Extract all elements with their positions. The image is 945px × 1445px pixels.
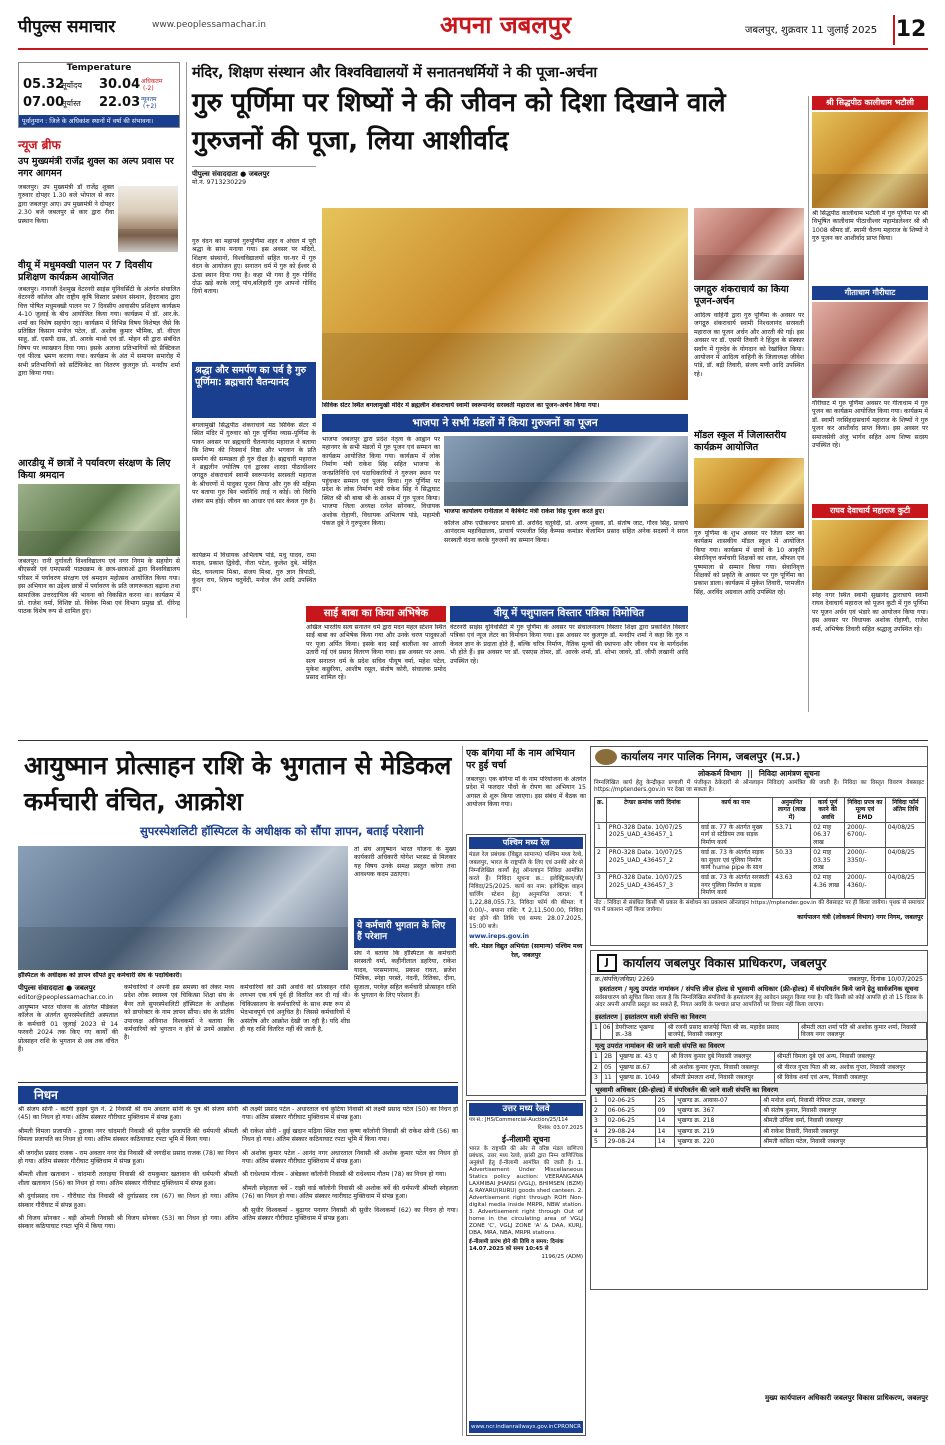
bagiya-body: जबलपुर। एक बगिया माँ के नाम परियोजना के अंतर्गत प्रदेश में फलदार पौधों के रोपण का अभियान 15 अगस्त से शुरू किया जाएगा। इस संबंध में बैठक का आयोजन किया गया।	[466, 776, 586, 809]
obituary-item: श्रीमती स्नेहलता बर्वे - राझी वार्ड कॉलोनी निवासी श्री अशोक बर्वे की धर्मपत्नी श्रीमती स्नेहलता (76) का निधन हो गया। अंतिम संस्कार ग्वारीघाट मुक्तिधाम में संपन्न हुआ।	[242, 1184, 458, 1201]
ayushman-col2: कर्मचारियों ने अपनी इस समस्या को लेकर मध्य प्रदेश लोक स्वास्थ्य एवं चिकित्सा शिक्षा संघ के बैनर तले सुपरस्पेशलिटी हॉस्पिटल के अधीक्षक को डायरेक्टर के नाम ज्ञापन सौंपा। संघ के प्रांतीय उपाध्यक्ष अविनाश विश्वकर्मा ने बताया कि कर्मचारियों को भुगतान न होने से उनमें आक्रोश है।	[124, 984, 234, 1042]
jda-sec1: हस्तांतरण | हस्तांतरण वाली संपत्ति का विवरण	[591, 1011, 927, 1022]
obituary-item: श्री विजय सोनकर - बड़ी ओमती निवासी श्री विजय सोनकर (53) का निधन हो गया। अंतिम संस्कार कठियाघाट रपटा भूमि में किया गया।	[18, 1215, 238, 1231]
kalidham-caption: श्री सिद्धपीठ कालीधाम भटौली में गुरु पूर्णिमा पर श्री विभूषित कालीधाम पीठाधीश्वर महामंडलेश्वर श्री श्री 1008 श्रीमद डॉ. स्वामी चैतन्य महाराज के शिष्यों ने गुरु पूजन कर आशीर्वाद प्राप्त किया।	[812, 210, 928, 243]
ncr-web: www.ncr.indianrailways.gov.in	[471, 1424, 554, 1430]
sunrise-time: 05.32	[23, 77, 65, 92]
jda-date: जबलपुर, दिनांक 10/07/2025	[848, 976, 923, 983]
cell: 2B	[602, 1052, 617, 1062]
lead-byline: पीपुल्स संवाददाता ● जबलपुर	[192, 170, 270, 178]
jda-logo-icon: J	[597, 954, 617, 972]
news-brief-column	[18, 156, 180, 616]
cell: वार्ड क्र. 77 के अंतर्गत मुख्य मार्ग से स्टेडियम तक सड़क निर्माण कार्य	[698, 823, 772, 848]
table-row	[592, 1116, 927, 1126]
kalidham-photo	[812, 112, 928, 208]
tender-table	[594, 797, 926, 899]
col-header: निविदा फॉर्म अंतिम तिथि	[885, 797, 925, 822]
ncr-org: उत्तर मध्य रेलवे	[469, 1103, 583, 1116]
ayushman-box-body: संघ ने बताया कि हॉस्पिटल के कर्मचारी सरस्वती वर्मा, कहीनीलाल डहरिया, राकेश यादव, परसमानाथ, प्रकाश रावत, ब्रजेश मित्रिक, स्नेहा परस्ते, नंदनी, रितिका, दीना, सुजाता, परवेज़ सहित कर्मचारी प्रोत्साहन राशि के भुगतान के लिए परेशान हैं।	[354, 950, 456, 1000]
sunset-label: सूर्यास्त	[61, 99, 81, 108]
cell: श्री मनोज शर्मा, निवासी नेपियर टाउन, जबलपुर	[761, 1095, 927, 1105]
jda-sec2: मृत्यु उपरांत नामांकन की जाने वाली संपत्ति का विवरण	[591, 1040, 927, 1051]
cell: 3	[592, 1116, 606, 1126]
cell: भूखण्ड क्र.67	[616, 1062, 668, 1072]
cell: 3	[592, 1073, 602, 1083]
jda-subtitle: हस्तांतरण / मृत्यु उपरांत नामांकन / संपत्ति लीज होल्ड से भूस्वामी अधिकार (फ्री-होल्ड) में संपरिवर्तन किये जाने हेतु सार्वजनिक सूचना	[599, 985, 919, 994]
brief-headline-3: आरडीयू में छात्रों ने पर्यावरण संरक्षण के लिए किया श्रमदान	[18, 458, 171, 481]
lead-body: गुरु वंदन का महापर्व गुरुपूर्णिमा शहर व अंचल में पूरी श्रद्धा के साथ मनाया गया। इस अवसर पर मंदिरों, शिक्षण संस्थानों, विश्वविद्यालयों सहित घर-घर में गुरु वंदन के आयोजन हुए। सनातन धर्म में गुरु को ईश्वर से ऊंचा स्थान दिया गया है। कहा भी गया है गुरु गोविंद दोऊ खड़े काके लागूं पांय,बलिहारी गुरु आपनो गोविंद दियो बताय।	[192, 238, 316, 296]
table-row	[592, 1137, 927, 1147]
lead-headline: गुरु पूर्णिमा पर शिष्यों ने की जीवन को दिशा दिखाने वाले गुरुजनों की पूजा, लिया आशीर्वाद	[192, 88, 726, 156]
cell: 11	[602, 1073, 617, 1083]
obituary-item: श्री संजय सोनी - कटंगी हाइवे पुल नं. 2 निवासी श्री राम अवतार सोनी के पुत्र श्री संजय सोनी (45) का निधन हो गया। अंतिम संस्कार गौरीघाट मुक्तिधाम में संपन्न हुआ।	[18, 1106, 238, 1122]
cell: श्रीमती विमला दुबे एवं अन्य, निवासी जबलपुर	[774, 1052, 926, 1062]
jagadguru-headline: जगद्गुरु शंकराचार्य का किया पूजन-अर्चन	[694, 284, 789, 307]
lead-mobile: मो.नं. 9713230229	[192, 179, 247, 186]
forecast-strip: पूर्वानुमान : जिले के अधिकांश स्थानों में वर्षा की संभावना।	[19, 115, 180, 128]
sunrise-label: सूर्योदय	[61, 81, 83, 90]
cell: 1	[592, 1095, 606, 1105]
divider	[186, 62, 187, 618]
cell: श्रीमती प्रेमलता शर्मा, निवासी जबलपुर	[669, 1073, 775, 1083]
raghav-headline: राघव देवाचार्य महाराज कुटी	[812, 504, 928, 518]
ncr-notice	[466, 1100, 586, 1436]
jda-notice	[590, 950, 928, 1290]
cell: 02 माह	[813, 849, 832, 857]
section-title: अपना जबलपुर	[440, 11, 572, 39]
temperature-box	[18, 62, 180, 128]
side-tail: कार्यक्रम में विधायक अभिलाष पांडे, मधु यादव, रामा यादव, प्रकाश द्विवेदी, नीता पटेल, कुलेश दुबे, मोहित सेठ, घनश्याम मिश्रा, संजय मिश्रा, गुरु ज्ञान त्रिपाठी, कुंदन राय, शिवम चतुर्वेदी, मनोज जैन आदि उपस्थित हुए।	[192, 552, 316, 593]
table-row	[592, 1095, 927, 1105]
jda-ref: क्र./संपत्ति/जविप्रा/ 2269	[595, 976, 655, 983]
temperature-title: Temperature	[66, 63, 132, 73]
obituary-item: श्री जगदीश प्रसाद राजक - राम अवतार नगर रोड निवासी श्री जगदीश प्रसाद राजक (78) का निधन हो गया। अंतिम संस्कार गौरीघाट मुक्तिधाम में संपन्न हुआ।	[18, 1149, 238, 1166]
cell: श्री राकेश तिवारी, निवासी जबलपुर	[761, 1126, 927, 1136]
ayushman-box-head: ये कर्मचारी भुगतान के लिए हैं परेशान	[354, 918, 456, 948]
portrait-photo	[118, 186, 178, 252]
max-delta: (-2)	[143, 85, 154, 92]
section-rule	[18, 1082, 458, 1083]
cell: 05	[602, 1062, 617, 1072]
ncr-ref: पत्र सं.: JHS/Commercial-Auction/25/114	[469, 1117, 568, 1123]
jda-sec3: भूस्वामी अधिकार (फ्री-होल्ड) में संपरिवर्तन की जाने वाली संपत्ति का विवरण	[591, 1084, 927, 1095]
nagar-nigam-title: कार्यालय नगर पालिक निगम, जबलपुर (म.प्र.)	[621, 750, 801, 763]
vu-headline: वीयू में पशुपालन विस्तार पत्रिका विमोचित	[450, 606, 688, 622]
obituary-item: श्री राधेश्याम गौतम - अंबेडकर कॉलोनी निवासी श्री राधेश्याम गौतम (78) का निधन हो गया।	[242, 1171, 447, 1179]
table-row	[592, 1126, 927, 1136]
model-school-body: गुरु पूर्णिमा के शुभ अवसर पर जिला स्तर का कार्यक्रम शासकीय मॉडल स्कूल में आयोजित किया गया। कार्यक्रम में छात्रों के 10 आकृति सेवानिवृत्त कर्मचारी शिक्षकों का शाल, श्रीफल एवं पुष्पमाला से सम्मान किया गया। सेवानिवृत्त शिक्षकों को प्रकृति के अवसर पर गुरु पूर्णिमा का प्रकाश डाला। कार्यक्रम में मुकेश तिवारी, परमजीत सिंह, अरविंद अग्रवाल आदि उपस्थित रहे।	[694, 530, 804, 596]
cell: 06-06-25	[605, 1106, 655, 1116]
cell: भूखण्ड क्र. 219	[675, 1126, 761, 1136]
cell: श्री अशोक कुमार गुप्ता, निवासी जबलपुर	[669, 1062, 775, 1072]
ncr-footer	[469, 1421, 583, 1433]
brief-body-3: जबलपुर। रानी दुर्गावती विश्वविद्यालय एवं नगर निगम के सहयोग से बीएससी एवं एमएससी पाठ्यक्रम के छात्र-छात्राओं द्वारा विश्वविद्यालय परिसर में पर्यावरण संरक्षण एवं श्रमदान महोत्सव आयोजित किया गया। इस अभियान का उद्देश्य छात्रों में पर्यावरण के प्रति जागरूकता बढ़ाना तथा सामाजिक उत्तरदायित्व की भावना को विकसित करना था। कार्यक्रम में प्रो. राजेश वर्मा, विशिष्ट प्रो. विवेक मिश्रा एवं विभाग प्रमुख डॉ. धीरेन्द्र पाठक विशेष रूप से शामिल हुए।	[18, 558, 180, 616]
obituary-item: श्री लक्ष्मी प्रसाद पटेल - अधारताल चर्च कुटिया निवासी श्री लक्ष्मी प्रसाद पटेल (50) का निधन हो गया। अंतिम संस्कार गौरीघाट मुक्तिधाम में संपन्न हुआ।	[242, 1106, 458, 1122]
cell: 03.35 लाख	[813, 856, 831, 872]
ncr-body: भारत के राष्ट्रपति की ओर से वरिष्ठ मंडल वाणिज्य प्रबंधक, उत्तर मध्य रेलवे, झांसी द्वारा निम्न वाणिज्यिक अनुबंधों हेतु ई-नीलामी आमंत्रित की जाती है। 1. Advertisement Under Miscellaneous Statics policy auction: VEERANGANA LAXMIBAI JHANSI (VGLJ), BHIMSEN (BZM) & RAYARU(RURU) goods shed canteen. 2. Advertisement right through ROH Non-digital media inside MRPR, NBW station. 3. Advertisement right through Out of home in the circulating area of VGLJ ZONE 'C', VGLJ ZONE 'A' & DAA, KURJ, DBA, MRA, NBA, MRPR stations.	[469, 1145, 583, 1236]
cell: भूखण्ड क्र. 220	[675, 1137, 761, 1147]
cell: 2	[592, 1062, 602, 1072]
students-photo	[18, 484, 180, 556]
cell: 5	[592, 1137, 606, 1147]
brand-logo: पीपुल्स समाचार	[18, 17, 116, 37]
ncr-handle: CPRONCR	[553, 1424, 581, 1430]
obituary-col-2	[242, 1106, 458, 1436]
cell: 6700/-	[847, 831, 867, 839]
obituary-item: श्री राकेश सोनी - छुई खदान मढ़िया स्थित राधा कृष्ण कॉलोनी निवासी श्री राकेश सोनी (56) का निधन हो गया। अंतिम संस्कार कठियाघाट रपटा भूमि में किया गया।	[242, 1127, 458, 1144]
cell: भूखण्ड क्र. 43 ए	[616, 1052, 668, 1062]
lead-photo	[322, 208, 688, 400]
cell: श्री नीरज गुप्ता पिता श्री स्व. अशोक गुप्ता, निवासी जबलपुर	[774, 1062, 926, 1072]
ayushman-photo-caption: हॉस्पिटल के अधीक्षक को ज्ञापन सौंपते हुए कर्मचारी संघ के पदाधिकारी।	[18, 972, 348, 980]
table-row	[592, 1022, 927, 1040]
lead-kicker: मंदिर, शिक्षण संस्थान और विश्वविद्यालयों में सनातनधर्मियों ने की पूजा-अर्चना	[192, 65, 598, 81]
brief-body-1: जबलपुर। उप मुख्यमंत्री डॉ राजेंद्र शुक्ल गुरुवार दोपहर 1.30 बजे भोपाल से कार द्वारा जबलपुर आए। उप मुख्यमंत्री ने दोपहर 2.30 बजे जबलपुर से कार द्वारा रीवा प्रस्थान किया।	[18, 184, 114, 225]
jagadguru-photo	[694, 208, 804, 280]
table-row	[592, 1062, 927, 1072]
cell: भूखण्ड क्र. आवास-07	[675, 1095, 761, 1105]
minister-photo	[444, 436, 688, 506]
jda-table-1	[591, 1022, 927, 1041]
col-header: क्र.	[595, 797, 607, 822]
cell: 25	[655, 1095, 675, 1105]
wcr-org: पश्चिम मध्य रेल	[469, 837, 583, 849]
side-head-box	[192, 362, 316, 418]
divider	[808, 96, 809, 712]
side-body: बगलामुखी सिद्धपीठ शंकराचार्य मठ सिविक सेंटर में स्थित मंदिर में गुरुवार को गुरु पूर्णिमा व्यास-पूर्णिमा के पावन अवसर पर ब्रह्मचारी चैतन्यानंद महाराज ने बताया कि शिष्य की निःस्वार्थ निष्ठा और भगवान के प्रति समर्पण की सम्पन्नता ही गुरु दीक्षा है। ब्रह्मचारी महाराज ने ब्रह्मलीन ज्योतिष एवं द्वारका शारदा पीठाधीश्वर जगद्गुरु शंकराचार्य स्वामी स्वरूपानंद सरस्वती महाराज के श्रीचरणों में पादुका पूजन किया और गुरु की महिमा पर बताया गुरु बिन भवनिधि तरई न कोई। जो विरंचि शंकर सम होई। जीवन का आधार एवं सार केवल गुरु है।	[192, 422, 316, 505]
model-school-photo	[694, 458, 804, 528]
cell: श्रीमती उर्मिला वर्मा, निवासी जबलपुर	[761, 1116, 927, 1126]
page-number: 12	[893, 15, 927, 45]
brief-headline-1: उप मुख्यमंत्री राजेंद्र शुक्ल का अल्प प्रवास पर नगर आगमन	[18, 156, 174, 179]
cell: 2	[595, 848, 607, 873]
vu-body: वेटरनरी साइंस यूनिवर्सिटी में गुरु पूर्णिमा के अवसर पर संचालनालय विस्तार शिक्षा द्वारा प्रकाशित विस्तार पत्रिका एवं न्यूज लेटर का विमोचन किया गया। इस अवसर पर कुलगुरु डॉ. मनदीप शर्मा ने कहा कि गुरु न केवल ज्ञान के प्रदाता होते हैं, बल्कि चरित्र निर्माण, नैतिक मूल्यों की स्थापना और जीवन पथ के मार्गदर्शक भी होते हैं। इस अवसर पर डॉ. एसएस तोमर, डॉ. आरके शर्मा, डॉ. शोभा जावरे, डॉ. जीपी लखानी आदि उपस्थित रहे।	[450, 624, 688, 665]
bjp-headline: भाजपा ने सभी मंडलों में किया गुरुजनों का पूजन	[322, 414, 688, 432]
ncr-date-line: ई-नीलामी प्रारंभ होने की तिथि व समय: दिनांक 14.07.2025 को समय 10:45 से	[469, 1238, 564, 1252]
jda-sign: मुख्य कार्यपालन अधिकारी जबलपुर विकास प्राधिकरण, जबलपुर	[764, 1394, 928, 1402]
ayushman-col3: कर्मचारियों को उसी अवधि को प्रोत्साहन राशि लगभग एक वर्ष पूर्व ही वितरित कर दी गई थी। चिकित्सालय के कर्मचारियों के साथ स्पष्ट रूप से भेदभावपूर्ण एवं अनुचित है। जिससे कर्मचारियों में असंतोष और आक्रोश देखी जा रही है। यदि शीघ्र ही यह राशि वितरित नहीं की जाती है,	[240, 984, 350, 1034]
nagar-nigam-notice: कार्यालय नगर पालिक निगम, जबलपुर (म.प्र.) लोककर्म विभाग || निविदा आमंत्रण सूचना निम्नलिखित कार्य हेतु केन्द्रीकृत प्रणाली में पंजीकृत ठेकेदारों से ऑनलाइन निविदाएं आमंत्रित की जाती हैं। निविदा का विस्तृत विवरण वेबसाइट https://mptenders.gov.in पर देखा जा सकता है। क्र. टेण्डर क्रमांक जारी दिनांक कार्य का नाम अनुमानित लागत (लाख में) कार्य पूर्ण करने की अवधि निविदा प्रपत्र का मूल्य एवं EMD निविदा फॉर्म अंतिम तिथि 1 PRO-328 Date. 10/07/25 2025_UAD_436457_1 वार्ड क्र. 77 के अंतर्गत मुख्य मार्ग से स्टेडियम तक सड़क निर्माण कार्य 53.71 02 माह 06.37 लाख 2000/- 6700/- 04/08/25 2 PRO-328 Date. 10/07/25 2025_UAD_436457_2 वार्ड क्र. 73 के अंतर्गत सड़क का सुधार एवं पुलिया निर्माण कार्य hume pipe के साथ 50.33 02 माह 03.35 लाख 2000/- 3350/- 04/08/25 3 PRO-328 Date. 10/07/25 2025_UAD_436457_3 वार्ड क्र. 73 के अंतर्गत सरस्वती नगर पुलिया निर्माण व सड़क निर्माण कार्य 43.63 02 माह 4.36 लाख 2000/- 4360/- 04/08/25 नोट : निविदा से संबंधित किसी भी प्रकार के संशोधन का प्रकाशन ऑनलाइन https://mptender.gov.in की वेबसाइट पर ही किया जायेगा। पृथक से समाचार पत्र में प्रकाशन नहीं किया जायेगा। कार्यपालन यंत्री (लोककर्म विभाग) नगर निगम, जबलपुर	[590, 746, 928, 946]
jagadguru-body: आदित्य वाहिनी द्वारा गुरु पूर्णिमा के अवसर पर जगद्गुरु शंकराचार्य स्वामी निश्चलानंद सरस्वती महाराज का पूजन अर्चन और आरती की गई। इस अवसर पर डॉ. एसपी तिवारी ने हिंदुत्व के संस्कार सर्वांग में गुरुदेव के योगदान को रेखांकित किया। आयोजन में आदित्य वाहिनी के जिलाध्यक्ष जीवेश पांडे, डॉ. बद्री तिवारी, संजय मणी आदि उपस्थित रहे।	[694, 312, 804, 378]
cell: 50.33	[773, 848, 811, 873]
ncr-title: ई-नीलामी सूचना	[502, 1134, 550, 1144]
cell: 4	[592, 1126, 606, 1136]
cell: 1	[595, 823, 607, 848]
ayushman-email: editor@peoplessamachar.co.in	[18, 994, 114, 1001]
table-row	[592, 1073, 927, 1083]
cell: भूखण्ड क्र. 218	[675, 1116, 761, 1126]
min-label: न्यूनतम	[141, 96, 157, 103]
table-row	[595, 873, 926, 898]
ncr-ref2: 1196/25 (ADM)	[541, 1253, 583, 1260]
cell: 14	[655, 1137, 675, 1147]
wcr-notice	[466, 834, 586, 1096]
sai-headline: साईं बाबा का किया अभिषेक	[306, 606, 446, 622]
col-header: अनुमानित लागत (लाख में)	[773, 797, 811, 822]
ayushman-headline: आयुष्मान प्रोत्साहन राशि के भुगतान से मेडिकल कर्मचारी वंचित, आक्रोश	[24, 751, 452, 816]
cell: श्री संतोष कुमार, निवासी जबलपुर	[761, 1106, 927, 1116]
geetadham-photo	[812, 302, 928, 398]
ayushman-deck: सुपरस्पेशलिटी हॉस्पिटल के अधीक्षक को सौंपा ज्ञापन, बताई परेशानी	[140, 824, 424, 838]
obituary-item: श्री सुधीर विश्वकर्मा - बुढ़ागर पनागर निवासी श्री सुधीर विश्वकर्मा (62) का निधन हो गया। अंतिम संस्कार गौरीघाट मुक्तिधाम में संपन्न हुआ।	[242, 1206, 458, 1223]
geetadham-caption: गौरीघाट में गुरु पूर्णिमा अवसर पर गीताधाम में गुरु पूजन का कार्यक्रम आयोजित किया गया। कार्यक्रम में डॉ. स्वामी नरसिंहदासचार्य महाराज के शिष्यों ने गुरु पूजन कर आशीर्वाद प्राप्त किया। इस अवसर पर समाजसेवी अंजु भार्गव सहित अन्य शिष्य सदस्य उपस्थित रहे।	[812, 400, 928, 450]
masthead	[0, 0, 945, 54]
cell: 43.63	[773, 873, 811, 898]
cell: 14	[655, 1116, 675, 1126]
sai-body: अखिल भारतीय सत्य सनातन धर्म द्वारा मदन महल स्टेशन स्थित साईं बाबा का अभिषेक किया गया और उनके चरण पादुकाओं पर पूजा अर्पित किया। इसके बाद साईं बालीशा का आरती उतारी गई एवं प्रसाद वितरण किया गया। इस अवसर पर अध्य. सत्य सनातन धर्म के प्रदेश सचिव पीयूष वर्मा, महेश पटेल, मुकेश कछुरिया, आशीष रसूल, संतोष कोरी, संचालक प्रमोद प्रसाद शामिल रहे।	[306, 624, 446, 682]
nagar-nigam-sign: कार्यपालन यंत्री (लोककर्म विभाग) नगर निगम, जबलपुर	[797, 913, 923, 921]
cell: श्री रजनी प्रसाद बाजपेई पिता श्री स्व. महादेव प्रसाद बाजपेई, निवासी जबलपुर	[665, 1022, 798, 1040]
cell: 09	[655, 1106, 675, 1116]
jda-intro: सर्वसाधारण को सूचित किया जाता है कि निम्नलिखित संपत्तियों के हस्तांतरण हेतु आवेदन प्रस्तुत किया गया है। यदि किसी को कोई आपत्ति हो तो 15 दिवस के अंदर अपनी आपत्ति प्रस्तुत कर सकते हैं, नियत अवधि के पश्चात प्राप्त आपत्तियों पर विचार नहीं किया जाएगा।	[595, 994, 923, 1009]
ayushman-byline: पीपुल्स संवाददाता ● जबलपुर	[18, 984, 96, 992]
cell: 06	[600, 1022, 613, 1040]
col-header: टेण्डर क्रमांक जारी दिनांक	[606, 797, 698, 822]
lead-byline-box	[192, 166, 316, 196]
issue-date: जबलपुर, शुक्रवार 11 जुलाई 2025	[745, 25, 878, 36]
obituary-item: श्री दुर्गाप्रसाद राय - गौरीघाट रोड निवासी श्री दुर्गाप्रसाद राय (67) का निधन हो गया। अंतिम संस्कार गौरीघाट में संपन्न हुआ।	[18, 1193, 238, 1209]
cell: वार्ड क्र. 73 के अंतर्गत सड़क का सुधार एवं पुलिया निर्माण कार्य hume pipe के साथ	[698, 848, 772, 873]
cell: 3	[595, 873, 607, 898]
geetadham-headline: गीताधाम गौरीघाट	[812, 286, 928, 300]
cell: भूखण्ड क्र. 1049	[616, 1073, 668, 1083]
wcr-footer: वरि. मंडल विद्युत अभियंता (सामान्य) पश्चिम मध्य रेल, जबलपुर	[469, 943, 583, 959]
emblem-icon	[595, 749, 617, 765]
cell: 4.36 लाख	[813, 881, 840, 889]
brief-headline-2: वीयू में मधुमक्खी पालन पर 7 दिवसीय प्रशिक्षण कार्यक्रम आयोजित	[18, 260, 152, 283]
cell: 04/08/25	[885, 848, 925, 873]
cell: 14	[655, 1126, 675, 1136]
max-temp: 30.04	[99, 77, 141, 92]
table-row	[592, 1106, 927, 1116]
section-rule	[18, 740, 928, 741]
cell: 02 माह	[813, 824, 832, 832]
obituary-item: श्री अशोक कुमार पटेल - आनंद नगर अधारताल निवासी श्री अशोक कुमार पटेल का निधन हो गया। अंतिम संस्कार गौरीघाट मुक्तिधाम में संपन्न हुआ।	[242, 1149, 458, 1166]
min-delta: (+2)	[143, 103, 157, 110]
cell: 06.37 लाख	[813, 831, 831, 846]
cell: श्री विजय कुमार दुबे निवासी जबलपुर	[669, 1052, 775, 1062]
col-header: निविदा प्रपत्र का मूल्य एवं EMD	[845, 797, 886, 822]
cell: 4360/-	[847, 881, 867, 889]
obituary-col-1	[18, 1106, 238, 1436]
sunset-time: 07.00	[23, 95, 65, 110]
obituary-item: श्रीमती विमला प्रजापति - द्वारका नगर चांदमारी निवासी श्री सुनील प्रजापति की धर्मपत्नी श्रीमती विमला प्रजापति का निधन हो गया। अंतिम संस्कार कठियाघाट रपटा भूमि में किया गया।	[18, 1127, 238, 1144]
site-url: www.peoplessamachar.in	[152, 20, 266, 30]
nagar-nigam-notice-title: निविदा आमंत्रण सूचना	[758, 769, 820, 778]
cell: 02-06-25	[605, 1116, 655, 1126]
cell: 2	[592, 1106, 606, 1116]
nagar-nigam-dept: लोककर्म विभाग	[698, 769, 742, 778]
cell: 29-08-24	[605, 1137, 655, 1147]
table-row	[595, 823, 926, 848]
cell: 1	[592, 1022, 601, 1040]
jda-title: कार्यालय जबलपुर विकास प्राधिकरण, जबलपुर	[623, 956, 827, 970]
cell: 2000/-	[847, 874, 867, 882]
col-header: कार्य का नाम	[698, 797, 772, 822]
cell: वार्ड क्र. 73 के अंतर्गत सरस्वती नगर पुलिया निर्माण व सड़क निर्माण कार्य	[698, 873, 772, 898]
cell: श्री विवेक शर्मा एवं अन्य, निवासी जबलपुर	[774, 1073, 926, 1083]
jda-table-3	[591, 1095, 927, 1148]
cell: PRO-328 Date. 10/07/25 2025_UAD_436457_1	[606, 823, 698, 848]
ayushman-photo	[18, 846, 348, 970]
max-label: अधिकतम	[141, 78, 163, 85]
obituary-item: श्रीमती शीला खतावान - चांदमारी तलाइया निवासी श्री रामकुमार खतावान की धर्मपत्नी श्रीमती शीला खतावान (56) का निधन हो गया। अंतिम संस्कार गौरीघाट मुक्तिधाम में संपन्न हुआ।	[18, 1171, 238, 1187]
divider	[462, 746, 463, 1436]
col-header: कार्य पूर्ण करने की अवधि	[811, 797, 845, 822]
min-temp: 22.03	[99, 95, 141, 110]
college-body: कॉलेज ऑफ एग्रीकल्चर प्राचार्य डॉ. अरविंद चतुर्वेदी, प्रो. अरुण शुक्ला, डॉ. संतोष जाट, गौरव सिंह, प्राचार्य आनंदराम महाविद्यालय, प्राचार्य परमजीत सिंह कैम्पस कमांडर बेंजामिन प्रसाद सहित अनेक सदस्यों ने सरल सरस्वती वंदना करके गुरुजनों का सम्मान किया।	[444, 520, 688, 544]
wcr-body: मंडल रेल प्रबंधक (विद्युत सामान्य) पश्चिम मध्य रेल्वे, जबलपुर, भारत के राष्ट्रपति के लिए एवं उनकी ओर से निम्नलिखित कार्यों हेतु ऑनलाइन निविदा आमंत्रित करते हैं। निविदा सूचना क्र.: इलेक्ट्रिकल/जी/निविदा/25/2025. कार्य का नाम: इलेक्ट्रिक वाहन चार्जिंग स्टेशन हेतु। अनुमानित लागत: ₹ 1,22,88,055.73, निविदा फॉर्म की कीमत: ₹ 0.00/-, बयाना राशि: ₹ 2,11,500.00, निविदा बंद होने की तिथि एवं समय: 28.07.2025, 15:00 बजे।	[469, 852, 583, 930]
bagiya-headline: एक बगिया माँ के नाम अभियान पर हुई चर्चा	[466, 748, 575, 771]
obituary-title: निधन	[18, 1086, 458, 1104]
cell: डेयरीप्लाट भूखण्ड क्र.-38	[613, 1022, 665, 1040]
cell: PRO-328 Date. 10/07/25 2025_UAD_436457_3	[606, 873, 698, 898]
cell: 29-08-24	[605, 1126, 655, 1136]
lead-photo-caption: सिविक सेंटर स्थित बगलामुखी मंदिर में ब्रह्मलीन शंकराचार्य स्वामी स्वरूपानंद सरस्वती महाराज का पूजन-अर्चन किया गया।	[322, 402, 688, 410]
model-school-headline: मॉडल स्कूल में जिलास्तरीय कार्यक्रम आयोजित	[694, 430, 787, 453]
jda-table-2	[591, 1051, 927, 1083]
cell: 02-06-25	[605, 1095, 655, 1105]
ayushman-side-body: तो संघ आयुष्मान भारत योजना के मुख्य कार्यकारी अधिकारी योगेश भरसट से मिलकर यह विषय उनके समक्ष प्रस्तुत करेगा तथा आवश्यक कदम उठाएगा।	[354, 846, 456, 879]
nagar-nigam-intro: निम्नलिखित कार्य हेतु केन्द्रीकृत प्रणाली में पंजीकृत ठेकेदारों से ऑनलाइन निविदाएं आमंत्रित की जाती हैं। निविदा का विस्तृत विवरण वेबसाइट https://mptenders.gov.in पर देखा जा सकता है।	[594, 780, 924, 794]
news-brief-label: न्यूज ब्रीफ	[18, 138, 61, 152]
cell: PRO-328 Date. 10/07/25 2025_UAD_436457_2	[606, 848, 698, 873]
table-row	[592, 1052, 927, 1062]
kalidham-headline: श्री सिद्धपीठ कालीधाम भटौली	[812, 96, 928, 110]
cell: 53.71	[773, 823, 811, 848]
cell: 2000/-	[847, 824, 867, 832]
cell: 1	[592, 1052, 602, 1062]
cell: श्रीमती कविता पटेल, निवासी जबलपुर	[761, 1137, 927, 1147]
cell: 3350/-	[847, 856, 867, 864]
side-headline: श्रद्धा और समर्पण का पर्व है गुरु पूर्णिमा: ब्रह्मचारी चैतन्यानंद	[195, 365, 307, 388]
bjp-body: भाजपा जबलपुर द्वारा प्रदेश नेतृत्व के आह्वान पर महानगर के सभी मंडलों में गुरु पूजन एवं सम्मान का कार्यक्रम आयोजित किया गया। कार्यक्रम में लोक निर्माण मंत्री राकेश सिंह सहित भाजपा के जनप्रतिनिधि एवं पदाधिकारियों ने गुरुजन स्थान पर पहुंचकर सम्मान एवं पूजन किया। गुरु पूर्णिमा पर प्रदेश के लोक निर्माण मंत्री राकेश सिंह ने सिद्धघाट स्थित श्री श्री बाबा श्री के आश्रम में गुरु पूजन किया। भाजपा जिला अध्यक्ष रत्नेश सोनकर, विधायक अशोक रोहाणी, विधायक अभिलाष पांडे, महामंत्री पंकज दुबे ने गुरुपूजन किया।	[322, 436, 440, 528]
minister-caption: भाजपा कार्यालय रानीताल में कैबिनेट मंत्री राकेश सिंह पूजन करते हुए।	[444, 508, 688, 516]
nagar-nigam-note: नोट : निविदा से संबंधित किसी भी प्रकार के संशोधन का प्रकाशन ऑनलाइन https://mptender.gov.in की वेबसाइट पर ही किया जायेगा। पृथक से समाचार पत्र में प्रकाशन नहीं किया जायेगा।	[594, 899, 924, 913]
cell: भूखण्ड क्र. 367	[675, 1106, 761, 1116]
raghav-photo	[812, 520, 928, 590]
masthead-rule	[18, 48, 928, 50]
wcr-web: www.ireps.gov.in	[469, 933, 530, 940]
cell: 02 माह	[813, 874, 832, 882]
ayushman-col1: आयुष्मान भारत योजना के अंतर्गत मेडिकल कॉलेज के अंतर्गत सुपरस्पेशलिटी अस्पताल के कर्मचारी 01 जुलाई 2023 से 14 फरवरी 2024 तक किए गए कार्यों की प्रोत्साहन राशि के भुगतान से अब तक वंचित हैं।	[18, 1004, 118, 1054]
raghav-caption: स्नेह नगर स्थित स्वामी सुखानंद द्वाराचार्य स्वामी राघव देवाचार्य महाराज को पूजन कुटी में गुरु पूर्णिमा पर पूजन अर्चन एवं भंडारे का आयोजन किया गया। इस अवसर पर विधायक अशोक रोहाणी, राजेश वर्मा, अभिषेक तिवारी सहित श्रद्धालु उपस्थित रहे।	[812, 592, 928, 633]
cell: 04/08/25	[885, 873, 925, 898]
ncr-date: दिनांक: 03.07.2025	[537, 1125, 583, 1132]
table-row	[595, 848, 926, 873]
cell: 04/08/25	[885, 823, 925, 848]
cell: 2000/-	[847, 849, 867, 857]
brief-body-2: जबलपुर। नानाजी देशमुख वेटरनरी साइंस यूनिवर्सिटी के अंतर्गत संचालित वेटरनरी कॉलेज और राष्ट्रीय कृषि विस्तार प्रबंधन संस्थान, हैदराबाद द्वारा वित्त पोषित मधुमक्खी पालन पर 7 दिवसीय आवासीय प्रशिक्षण कार्यक्रम 4-10 जुलाई के बीच आयोजित किया गया। कार्यक्रम में डॉ. आर.के. शर्मा का विशेष सहयोग रहा। कार्यक्रम में विभिन्न विषय विशेषज्ञ जैसे कि प्रतिष्ठित किसान मनोज पटेल, डॉ. अशोक कुमार भौमिक, डॉ. वीएल साहू, डॉ. एसपी दास, डॉ. आरके माथो एवं डॉ. मोहन सी द्वारा संबंधित विषय पर व्याख्यान दिया गया। इसके अलावा प्रतिभागियों को प्रैक्टिकल एवं फील्ड भ्रमण कराया गया। कार्यक्रम के अंत में समापन समारोह में सभी प्रतिभागियों को सर्टिफिकेट का वितरण कुलगुरु प्रो. मनदीप शर्मा द्वारा किया गया।	[18, 286, 180, 378]
cell: श्रीमती लता शर्मा पति श्री अशोक कुमार शर्मा, निवासी विजय नगर जबलपुर	[798, 1022, 926, 1040]
